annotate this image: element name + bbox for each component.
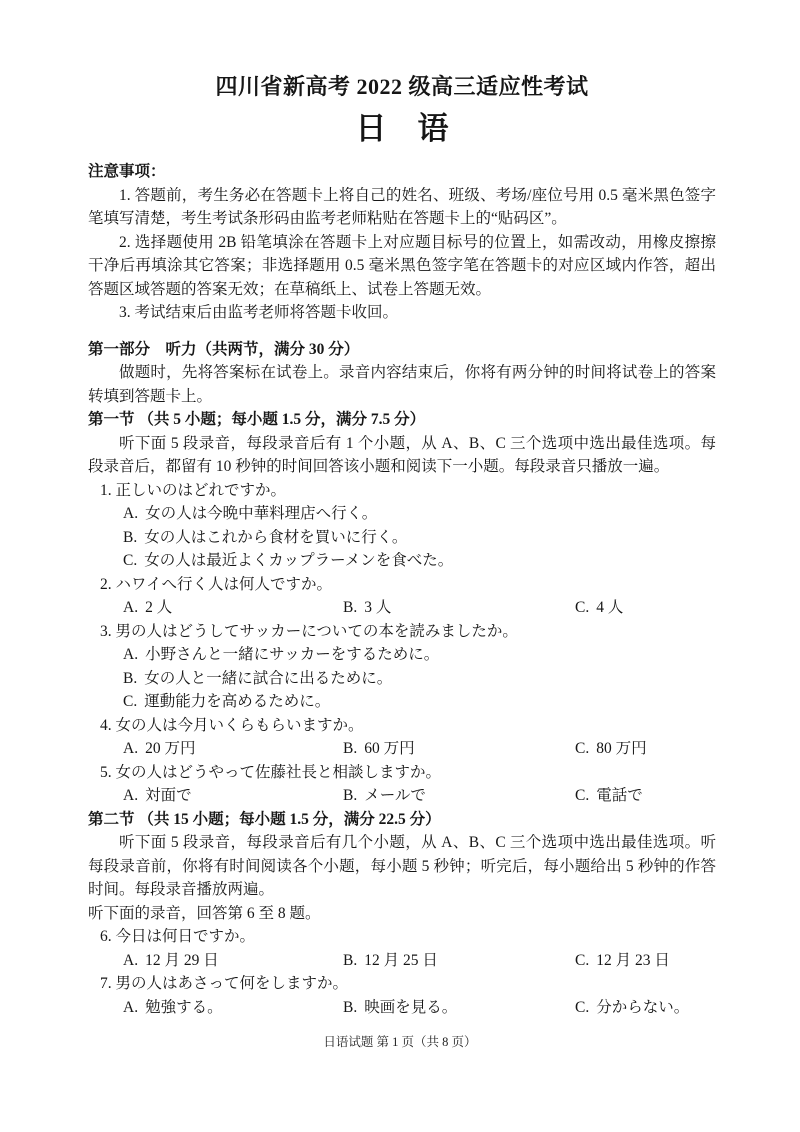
question-options bbox=[88, 502, 716, 573]
option-a bbox=[123, 737, 343, 761]
option-text: メールで bbox=[364, 787, 426, 804]
option-text: 分からない。 bbox=[596, 998, 690, 1016]
question-2 bbox=[88, 573, 716, 620]
question-stem: 1. 正しいのはどれですか。 bbox=[100, 481, 287, 499]
option-text: 3 人 bbox=[364, 599, 392, 616]
option-text: 女の人は最近よくカップラーメンを食べた。 bbox=[144, 552, 454, 569]
option-label: C. bbox=[575, 787, 590, 804]
option-b bbox=[343, 737, 575, 761]
option-text: 12 月 25 日 bbox=[364, 951, 438, 969]
question-options bbox=[88, 737, 716, 761]
question-1 bbox=[88, 479, 716, 573]
option-label: A. bbox=[123, 740, 139, 757]
option-label: A. bbox=[123, 599, 139, 616]
option-label: B. bbox=[343, 599, 358, 616]
option-text: 対面で bbox=[145, 787, 192, 804]
option-text: 小野さんと一緒にサッカーをするために。 bbox=[145, 646, 440, 663]
option-label: B. bbox=[343, 951, 358, 969]
question-options bbox=[88, 643, 716, 714]
page-content bbox=[88, 72, 716, 1019]
notice-section bbox=[88, 160, 716, 325]
question-3 bbox=[88, 620, 716, 714]
passage-note: 听下面的录音，回答第 6 至 8 题。 bbox=[88, 904, 321, 922]
section1-instructions: 听下面 5 段录音，每段录音后有 1 个小题，从 A、B、C 三个选项中选出最佳选项。每段录音后，都留有 10 秒钟的时间回答该小题和阅读下一小题。每段录音只播放一遍。 bbox=[88, 434, 716, 475]
option-label: B. bbox=[123, 528, 138, 546]
notice-heading: 注意事项： bbox=[88, 163, 166, 180]
option-text: 女の人と一緒に試合に出るために。 bbox=[144, 669, 393, 687]
option-label: B. bbox=[343, 740, 358, 757]
option-label: A. bbox=[123, 787, 139, 804]
notice-item-1: 1. 答题前，考生务必在答题卡上将自己的姓名、班级、考场/座位号用 0.5 毫米黑色签字笔填写清楚，考生考试条形码由监考老师粘贴在答题卡上的“贴码区”。 bbox=[88, 186, 716, 227]
option-label: B. bbox=[123, 669, 138, 687]
option-b bbox=[343, 784, 575, 808]
option-c bbox=[575, 949, 716, 973]
question-options bbox=[88, 949, 716, 973]
question-stem: 2. ハワイへ行く人は何人ですか。 bbox=[100, 575, 333, 593]
option-label: A. bbox=[123, 998, 139, 1016]
option-a bbox=[123, 996, 343, 1020]
option-label: C. bbox=[575, 951, 590, 969]
option-b bbox=[343, 996, 575, 1020]
option-label: C. bbox=[575, 998, 590, 1016]
option-text: 12 月 29 日 bbox=[145, 951, 219, 969]
question-stem: 3. 男の人はどうしてサッカーについての本を読みましたか。 bbox=[100, 622, 518, 640]
option-label: A. bbox=[123, 951, 139, 969]
option-c bbox=[88, 690, 716, 714]
option-text: 女の人は今晩中華料理店へ行く。 bbox=[145, 505, 378, 522]
part1-intro: 做题时，先将答案标在试卷上。录音内容结束后，你将有两分钟的时间将试卷上的答案转填到答题卡上。 bbox=[88, 364, 716, 405]
exam-title: 四川省新高考 2022 级高三适应性考试 bbox=[215, 74, 589, 99]
question-7 bbox=[88, 972, 716, 1019]
option-text: 4 人 bbox=[596, 599, 624, 616]
option-text: 60 万円 bbox=[364, 740, 415, 757]
option-c bbox=[575, 784, 716, 808]
question-stem: 4. 女の人は今月いくらもらいますか。 bbox=[100, 716, 364, 734]
page-footer: 日语试题 第 1 页（共 8 页） bbox=[323, 1035, 477, 1049]
option-a bbox=[123, 949, 343, 973]
notice-item-2: 2. 选择题使用 2B 铅笔填涂在答题卡上对应题目标号的位置上，如需改动，用橡皮擦擦干净后再填涂其它答案；非选择题用 0.5 毫米黑色签字笔在答题卡的对应区域内作答，超出答题区域答题的答案无效；在草稿纸上、试卷上答题无效。 bbox=[88, 233, 716, 298]
question-6 bbox=[88, 925, 716, 972]
option-label: A. bbox=[123, 646, 139, 663]
option-text: 12 月 23 日 bbox=[596, 951, 670, 969]
option-a bbox=[88, 643, 716, 667]
question-options bbox=[88, 784, 716, 808]
question-4 bbox=[88, 714, 716, 761]
option-label: B. bbox=[343, 998, 358, 1016]
subject-title: 日 语 bbox=[355, 111, 449, 146]
option-label: C. bbox=[123, 693, 138, 710]
option-c bbox=[575, 596, 716, 620]
section1-heading: 第一节 （共 5 小题；每小题 1.5 分，满分 7.5 分） bbox=[88, 411, 426, 428]
option-text: 勉強する。 bbox=[145, 998, 223, 1016]
option-text: 20 万円 bbox=[145, 740, 196, 757]
option-text: 女の人はこれから食材を買いに行く。 bbox=[144, 528, 408, 546]
option-c bbox=[88, 549, 716, 573]
option-label: B. bbox=[343, 787, 358, 804]
option-text: 運動能力を高めるために。 bbox=[144, 693, 331, 710]
section2-heading: 第二节 （共 15 小题；每小题 1.5 分，满分 22.5 分） bbox=[88, 810, 441, 828]
option-label: C. bbox=[575, 740, 590, 757]
section2-instructions: 听下面 5 段录音，每段录音后有几个小题，从 A、B、C 三个选项中选出最佳选项。听每段录音前，你将有时间阅读各个小题，每小题 5 秒钟；听完后，每小题给出 5 秒钟的作答时间。每段录音播放两遍。 bbox=[88, 834, 716, 898]
question-stem: 7. 男の人はあさって何をしますか。 bbox=[100, 975, 349, 992]
option-b bbox=[88, 667, 716, 691]
option-c bbox=[575, 996, 716, 1020]
option-c bbox=[575, 737, 716, 761]
option-label: C. bbox=[123, 552, 138, 569]
option-label: A. bbox=[123, 505, 139, 522]
question-options bbox=[88, 596, 716, 620]
question-stem: 5. 女の人はどうやって佐藤社長と相談しますか。 bbox=[100, 763, 442, 781]
option-b bbox=[88, 526, 716, 550]
option-b bbox=[343, 596, 575, 620]
option-label: C. bbox=[575, 599, 590, 616]
option-text: 80 万円 bbox=[596, 740, 647, 757]
option-a bbox=[88, 502, 716, 526]
option-text: 電話で bbox=[596, 787, 643, 804]
question-stem: 6. 今日は何日ですか。 bbox=[100, 928, 256, 945]
notice-item-3: 3. 考试结束后由监考老师将答题卡收回。 bbox=[119, 304, 399, 321]
option-a bbox=[123, 596, 343, 620]
option-text: 2 人 bbox=[145, 599, 173, 616]
question-options bbox=[88, 996, 716, 1020]
part1-heading: 第一部分 听力（共两节，满分 30 分） bbox=[88, 340, 360, 358]
option-a bbox=[123, 784, 343, 808]
option-b bbox=[343, 949, 575, 973]
question-5 bbox=[88, 761, 716, 808]
option-text: 映画を見る。 bbox=[364, 998, 458, 1016]
